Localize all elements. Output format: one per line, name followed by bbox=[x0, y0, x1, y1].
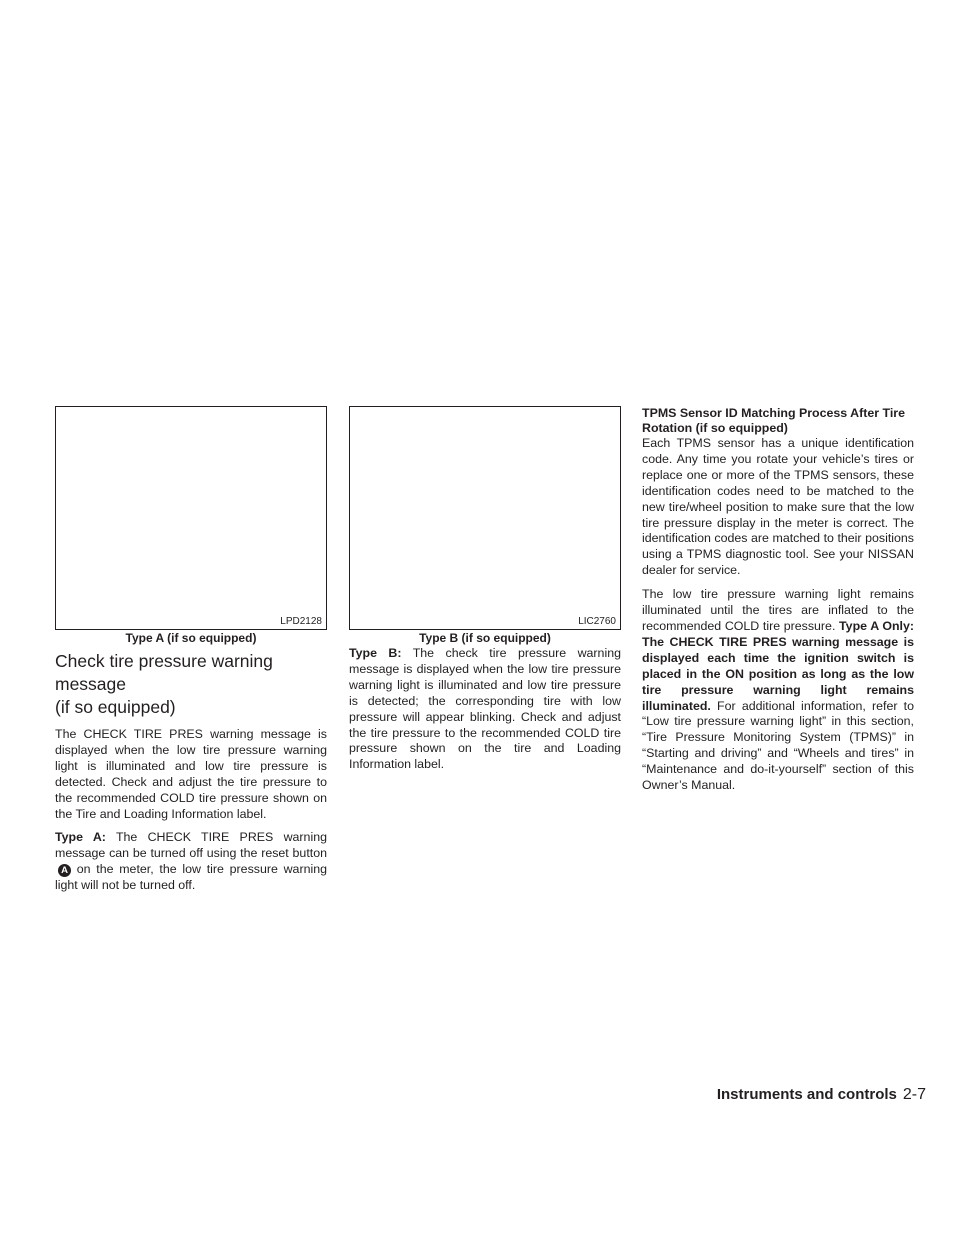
tpms-paragraph-2 bbox=[642, 587, 914, 794]
figure-type-b bbox=[349, 406, 621, 630]
section-title-line1: Check tire pressure warning message bbox=[55, 651, 273, 694]
section-title-line2: (if so equipped) bbox=[55, 697, 176, 717]
figure-caption: Type A (if so equipped) bbox=[125, 631, 257, 645]
intro-paragraph: The CHECK TIRE PRES warning message is displayed when the low tire pressure warning light is illuminated and low tire pressure is detected. Check and adjust the tire pressure to the recommended COLD tire pressure shown on the Tire and Loading Information label. bbox=[55, 727, 327, 821]
footer-section-name: Instruments and controls bbox=[716, 1086, 897, 1103]
type-b-paragraph bbox=[349, 646, 621, 773]
column-middle bbox=[349, 406, 621, 781]
type-a-text-continued: on the meter, the low tire pressure warning light will not be turned off. bbox=[55, 862, 327, 893]
figure-type-a bbox=[55, 406, 327, 630]
type-b-text: The check tire pressure warning message is displayed when the low tire pressure warning light is illuminated and low tire pressure is detected; the corresponding tire with low pressure will appear blinking. Check and adjust the tire pressure to the recommended COLD tire pressure shown on the tire and Loading Information label. bbox=[349, 646, 621, 772]
tpms-paragraph-2-start: The low tire pressure warning light remains illuminated until the tires are inflated to the recommended COLD tire pressure. bbox=[642, 587, 914, 633]
reset-button-marker-icon: A bbox=[58, 864, 71, 877]
type-a-label: Type A: bbox=[55, 830, 106, 845]
figure-code: LPD2128 bbox=[280, 616, 322, 627]
section-title bbox=[55, 650, 327, 719]
type-a-paragraph bbox=[55, 830, 327, 894]
figure-code: LIC2760 bbox=[578, 616, 616, 627]
tpms-paragraph-1: Each TPMS sensor has a unique identification code. Any time you rotate your vehicle’s tires or replace one or more of the TPMS sensors, these identification codes need to be matched to the new tire/wheel position to make sure that the low tire pressure display in the meter is correct. The identification codes are matched to their positions using a TPMS diagnostic tool. See your NISSAN dealer for service. bbox=[642, 436, 914, 578]
figure-caption: Type B (if so equipped) bbox=[419, 631, 551, 645]
tpms-paragraph-2-end: For additional information, refer to “Low tire pressure warning light” in this section, “Tire Pressure Monitoring System (TPMS)” in “Starting and driving” and “Wheels and tires” in “Maintenance and do-it-yourself” section of this Owner’s Manual. bbox=[642, 698, 914, 793]
page-number: 2-7 bbox=[902, 1086, 926, 1103]
page-footer bbox=[717, 1086, 926, 1104]
tpms-heading: TPMS Sensor ID Matching Process After Tire Rotation (if so equipped) bbox=[642, 406, 906, 435]
tpms-paragraph-2-bold: Type A Only: The CHECK TIRE PRES warning message is displayed each time the ignition switch is placed in the ON position as long as the low tire pressure warning light remains illuminated. bbox=[642, 618, 914, 713]
type-b-label: Type B: bbox=[349, 646, 402, 660]
column-left bbox=[55, 406, 327, 902]
type-a-text: The CHECK TIRE PRES warning message can be turned off using the reset button bbox=[55, 830, 327, 861]
column-right bbox=[642, 406, 914, 802]
